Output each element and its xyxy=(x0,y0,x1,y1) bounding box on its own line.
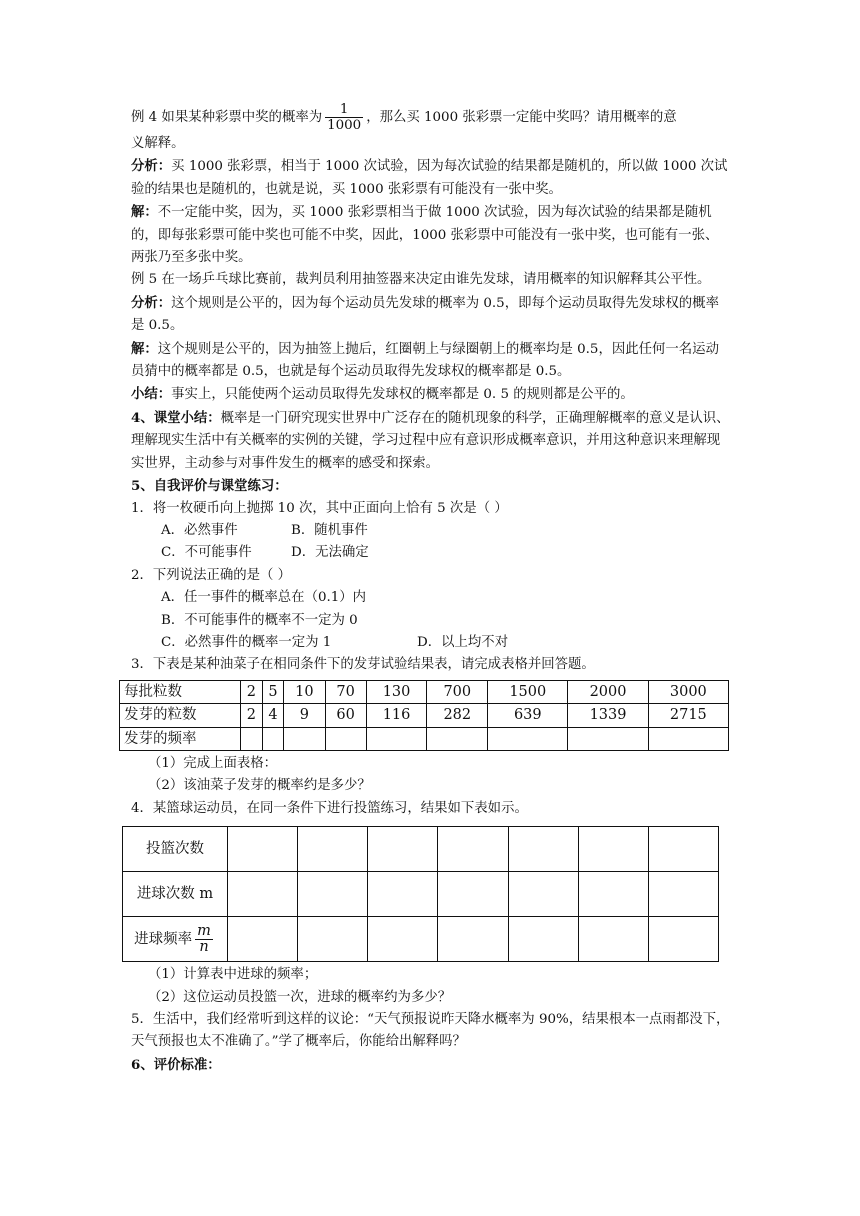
q1-option-d: D．无法确定 xyxy=(291,545,369,561)
table-cell: 639 xyxy=(488,704,568,727)
example-5: 例 5 在一场乒乓球比赛前，裁判员利用抽签器来决定由谁先发球，请用概率的知识解释其公平性。 xyxy=(131,272,711,288)
table-cell-empty xyxy=(568,727,648,750)
table-cell-empty xyxy=(325,727,366,750)
table-cell: 2 xyxy=(241,680,263,703)
q1-option-b: B．随机事件 xyxy=(291,522,368,538)
table-cell-empty xyxy=(648,727,728,750)
table-cell-empty xyxy=(262,727,284,750)
table-cell-empty xyxy=(228,917,298,962)
table-cell-empty xyxy=(578,917,648,962)
evaluation-criteria-heading: 6、评价标准： xyxy=(131,1056,221,1073)
question-1-options-row1 xyxy=(131,520,731,542)
q2-option-c: C．必然事件的概率一定为 1 xyxy=(161,634,332,650)
row-label-goal-rate: 进球频率 $\frac{m}{n}$ xyxy=(123,917,228,962)
table-cell-empty xyxy=(368,827,438,872)
row-label-sprouted: 发芽的粒数 xyxy=(120,704,241,727)
example-4 xyxy=(131,102,731,155)
table-cell: 1339 xyxy=(568,704,648,727)
table-cell-empty xyxy=(648,872,718,917)
table-cell-empty xyxy=(578,827,648,872)
class-summary: 4、课堂小结：概率是一门研究现实世界中广泛存在的随机现象的科学，正确理解概率的意义是认识、理解现实生活中有关概率的实例的关键，学习过程中应有意识形成概率意识，并用这种意识来理解现实世界，主动参与对事件发生的概率的感受和探索。 xyxy=(131,409,730,471)
table-cell: 2 xyxy=(241,704,263,727)
question-3-sub1: （1）完成上面表格： xyxy=(148,755,278,771)
basketball-table xyxy=(122,826,719,962)
table-cell: 1500 xyxy=(488,680,568,703)
table-cell: 10 xyxy=(284,680,325,703)
table-cell: 9 xyxy=(284,704,325,727)
question-4-stem: 4．某篮球运动员，在同一条件下进行投篮练习，结果如下表如示。 xyxy=(131,800,528,816)
table-cell-empty xyxy=(438,827,508,872)
question-4-sub1: （1）计算表中进球的频率； xyxy=(148,967,318,983)
table-cell-empty xyxy=(578,872,648,917)
m-over-n-fraction: $\frac{m}{n}$ xyxy=(197,922,211,955)
q1-option-c: C．不可能事件 xyxy=(161,545,252,561)
q2-option-a: A．任一事件的概率总在（0.1）内 xyxy=(161,590,367,606)
table-cell: 70 xyxy=(325,680,366,703)
example-4-line2: 义解释。 xyxy=(131,136,185,151)
germination-table xyxy=(119,680,729,751)
table-cell-empty xyxy=(438,872,508,917)
q2-option-d: D．以上均不对 xyxy=(417,634,509,650)
table-cell-empty xyxy=(508,917,578,962)
table-cell: 116 xyxy=(366,704,427,727)
table-row xyxy=(120,704,729,727)
table-cell-empty xyxy=(488,727,568,750)
question-1-options-row2 xyxy=(131,542,731,564)
example-5-summary: 小结：事实上，只能使两个运动员取得先发球权的概率都是 0. 5 的规则都是公平的。 xyxy=(131,386,634,403)
question-3-sub2: （2）该油菜子发芽的概率约是多少？ xyxy=(148,778,371,794)
question-1-stem: 1．将一枚硬币向上抛掷 10 次，其中正面向上恰有 5 次是（ ） xyxy=(131,500,508,516)
table-cell-empty xyxy=(228,827,298,872)
example-5-analysis: 分析：这个规则是公平的，因为每个运动员先发球的概率为 0.5，即每个运动员取得先发球权的概率是 0.5。 xyxy=(131,294,719,334)
table-cell: 130 xyxy=(366,680,427,703)
table-cell-empty xyxy=(228,872,298,917)
table-cell-empty xyxy=(508,827,578,872)
table-cell-empty xyxy=(368,917,438,962)
table-cell: 60 xyxy=(325,704,366,727)
question-2-stem: 2．下列说法正确的是（ ） xyxy=(131,567,292,583)
example-4-question: ，那么买 1000 张彩票一定能中奖吗？请用概率的意 xyxy=(366,110,677,125)
table-cell-empty xyxy=(366,727,427,750)
table-row xyxy=(123,917,719,962)
q2-option-cd xyxy=(131,632,731,654)
table-cell-empty xyxy=(508,872,578,917)
document-page xyxy=(124,100,731,1076)
q1-option-a: A．必然事件 xyxy=(161,522,238,538)
example-4-solution: 解：不一定能中奖，因为，买 1000 张彩票相当于做 1000 次试验，因为每次试验的结果都是随机的，即每张彩票可能中奖也可能不中奖，因此，1000 张彩票中可能没有一张中奖，也可能有一张、两张乃至多张中奖。 xyxy=(131,204,719,266)
row-label-batch: 每批粒数 xyxy=(120,680,241,703)
table-cell: 5 xyxy=(262,680,284,703)
table-cell: 2000 xyxy=(568,680,648,703)
row-label-goals: 进球次数 m xyxy=(123,872,228,917)
probability-fraction: $\frac{1}{1000}$ xyxy=(327,102,362,133)
table-row xyxy=(123,872,719,917)
table-cell-empty xyxy=(368,872,438,917)
question-4-sub2: （2）这位运动员投篮一次，进球的概率约为多少？ xyxy=(148,989,452,1005)
table-cell-empty xyxy=(298,827,368,872)
table-cell: 4 xyxy=(262,704,284,727)
table-cell-empty xyxy=(298,872,368,917)
question-5: 5．生活中，我们经常听到这样的议论：“天气预报说昨天降水概率为 90%，结果根本一点雨都没下，天气预报也太不准确了。”学了概率后，你能给出解释吗？ xyxy=(131,1012,730,1050)
table-row xyxy=(120,680,729,703)
table-row xyxy=(123,827,719,872)
table-cell-empty xyxy=(241,727,263,750)
table-cell: 2715 xyxy=(648,704,728,727)
example-4-analysis: 分析：买 1000 张彩票，相当于 1000 次试验，因为每次试验的结果都是随机的，所以做 1000 次试验的结果也是随机的，也就是说，买 1000 张彩票有可能没有一张中奖。 xyxy=(131,158,728,197)
row-label-frequency: 发芽的频率 xyxy=(120,727,241,750)
example-5-solution: 解：这个规则是公平的，因为抽签上抛后，红圈朝上与绿圈朝上的概率均是 0.5，因此任何一名运动员猜中的概率都是 0.5，也就是每个运动员取得先发球权的概率都是 0.5。 xyxy=(131,340,719,380)
example-4-text: 例 4 如果某种彩票中奖的概率为 xyxy=(131,110,323,125)
self-evaluation-heading: 5、自我评价与课堂练习： xyxy=(131,478,288,495)
table-cell-empty xyxy=(427,727,488,750)
table-cell: 700 xyxy=(427,680,488,703)
table-cell-empty xyxy=(298,917,368,962)
table-cell-empty xyxy=(284,727,325,750)
table-cell-empty xyxy=(438,917,508,962)
table-cell-empty xyxy=(648,827,718,872)
table-row xyxy=(120,727,729,750)
table-cell: 282 xyxy=(427,704,488,727)
table-cell-empty xyxy=(648,917,718,962)
row-label-shots: 投篮次数 xyxy=(123,827,228,872)
q2-option-b: B．不可能事件的概率不一定为 0 xyxy=(161,612,358,628)
question-3-stem: 3．下表是某种油菜子在相同条件下的发芽试验结果表，请完成表格并回答题。 xyxy=(131,657,595,673)
table-cell: 3000 xyxy=(648,680,728,703)
